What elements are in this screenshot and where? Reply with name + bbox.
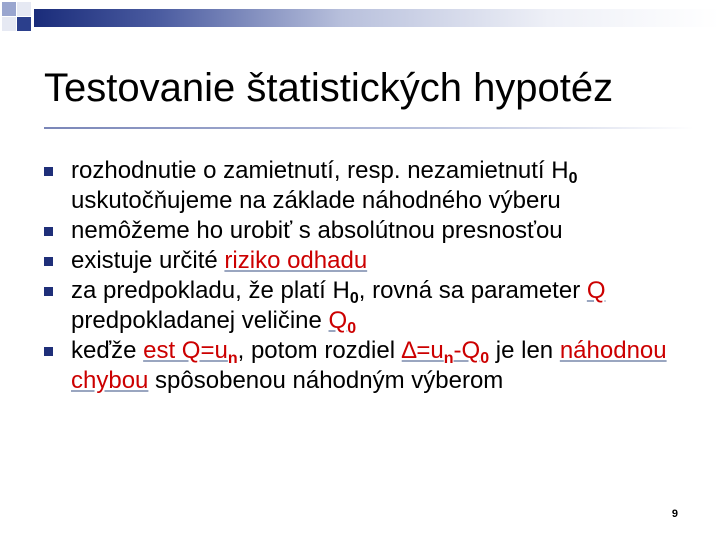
bullet-item-1: rozhodnutie o zamietnutí, resp. nezamietnutí $H_0$ uskutočňujeme na základe náhodného výberu (44, 156, 684, 216)
bullet-item-3: existuje určité riziko odhadu (44, 246, 684, 276)
emphasis-text: $\Delta=u_n-Q_0$ (401, 337, 490, 367)
top-gradient-band (34, 9, 720, 27)
square-bullet-icon (44, 287, 53, 296)
square-bullet-icon (44, 227, 53, 236)
emphasis-text: $Q_0$ (328, 307, 357, 337)
bullet-item-2: nemôžeme ho urobiť s absolútnou presnosťou (44, 216, 684, 246)
title-underline (44, 127, 694, 129)
square-bullet-icon (44, 167, 53, 176)
decor-square-2 (17, 2, 31, 16)
decor-square-1 (2, 2, 16, 16)
page-number: 9 (671, 508, 678, 520)
bullet-list (44, 156, 684, 396)
emphasis-text: riziko odhadu (224, 247, 368, 274)
emphasis-text: Q (586, 277, 606, 304)
square-bullet-icon (44, 257, 53, 266)
square-bullet-icon (44, 347, 53, 356)
slide-title: Testovanie štatistických hypotéz (44, 66, 614, 110)
decor-square-4 (17, 17, 31, 31)
decor-square-3 (2, 17, 16, 31)
bullet-item-4: za predpokladu, že platí $H_0$, rovná sa parameter Q predpokladanej veličine $Q_0$ (44, 276, 684, 336)
bullet-item-5: keďže est $Q=u_n$, potom rozdiel $\Delta=u_n-Q_0$ je len náhodnou chybou spôsobenou náhodným výberom (44, 336, 684, 396)
emphasis-text: náhodnou chybou (71, 337, 667, 394)
emphasis-text: est $Q=u_n$ (143, 337, 238, 367)
